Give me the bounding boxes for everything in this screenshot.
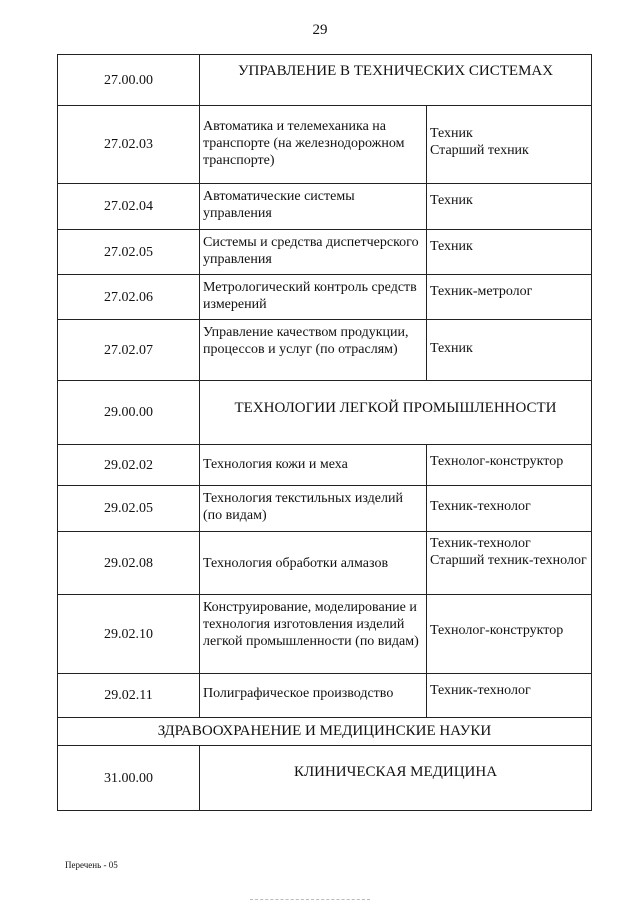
specialty-name: Конструирование, моделирование и технология изготовления изделий легкой промышленности (по видам) xyxy=(200,595,427,674)
group-code: 31.00.00 xyxy=(58,746,200,811)
group-title: ТЕХНОЛОГИИ ЛЕГКОЙ ПРОМЫШЛЕННОСТИ xyxy=(200,381,592,445)
scan-artifact xyxy=(250,899,370,900)
qualification: Техник xyxy=(427,184,592,230)
specialty-code: 29.02.11 xyxy=(58,674,200,718)
group-header-row xyxy=(58,746,592,811)
group-title: КЛИНИЧЕСКАЯ МЕДИЦИНА xyxy=(200,746,592,811)
specialty-code: 29.02.10 xyxy=(58,595,200,674)
specialty-name: Метрологический контроль средств измерений xyxy=(200,275,427,320)
specialty-code: 29.02.05 xyxy=(58,486,200,532)
qualification: Техник-технолог xyxy=(427,486,592,532)
table-row xyxy=(58,106,592,184)
group-header-row xyxy=(58,55,592,106)
table-row xyxy=(58,486,592,532)
table-row xyxy=(58,275,592,320)
specialty-name: Системы и средства диспетчерского управления xyxy=(200,230,427,275)
specialty-name: Полиграфическое производство xyxy=(200,674,427,718)
section-title: ЗДРАВООХРАНЕНИЕ И МЕДИЦИНСКИЕ НАУКИ xyxy=(58,718,592,746)
page-number: 29 xyxy=(312,22,328,38)
group-title: УПРАВЛЕНИЕ В ТЕХНИЧЕСКИХ СИСТЕМАХ xyxy=(200,55,592,106)
specialty-name: Автоматика и телемеханика на транспорте (на железнодорожном транспорте) xyxy=(200,106,427,184)
specialty-code: 27.02.05 xyxy=(58,230,200,275)
qualification: Техник xyxy=(427,320,592,381)
specialty-name: Автоматические системы управления xyxy=(200,184,427,230)
specialty-code: 27.02.04 xyxy=(58,184,200,230)
table-row xyxy=(58,445,592,486)
qualification: Техник xyxy=(427,230,592,275)
qualification: Техник Старший техник xyxy=(427,106,592,184)
specialties-table xyxy=(57,54,592,811)
table-row xyxy=(58,230,592,275)
group-header-row xyxy=(58,381,592,445)
qualification: Техник-технолог xyxy=(427,674,592,718)
group-code: 27.00.00 xyxy=(58,55,200,106)
table-row xyxy=(58,595,592,674)
table-row xyxy=(58,184,592,230)
table-row xyxy=(58,532,592,595)
specialty-code: 29.02.02 xyxy=(58,445,200,486)
specialty-name: Управление качеством продукции, процессов и услуг (по отраслям) xyxy=(200,320,427,381)
qualification: Технолог-конструктор xyxy=(427,595,592,674)
qualification: Технолог-конструктор xyxy=(427,445,592,486)
specialty-code: 29.02.08 xyxy=(58,532,200,595)
specialty-name: Технология текстильных изделий (по видам) xyxy=(200,486,427,532)
specialty-code: 27.02.03 xyxy=(58,106,200,184)
table-row xyxy=(58,674,592,718)
specialty-code: 27.02.06 xyxy=(58,275,200,320)
qualification: Техник-технолог Старший техник-технолог xyxy=(427,532,592,595)
specialty-code: 27.02.07 xyxy=(58,320,200,381)
qualification: Техник-метролог xyxy=(427,275,592,320)
footer-note: Перечень - 05 xyxy=(65,860,118,870)
group-code: 29.00.00 xyxy=(58,381,200,445)
specialty-name: Технология обработки алмазов xyxy=(200,532,427,595)
table-row xyxy=(58,320,592,381)
section-header-row xyxy=(58,718,592,746)
specialty-name: Технология кожи и меха xyxy=(200,445,427,486)
